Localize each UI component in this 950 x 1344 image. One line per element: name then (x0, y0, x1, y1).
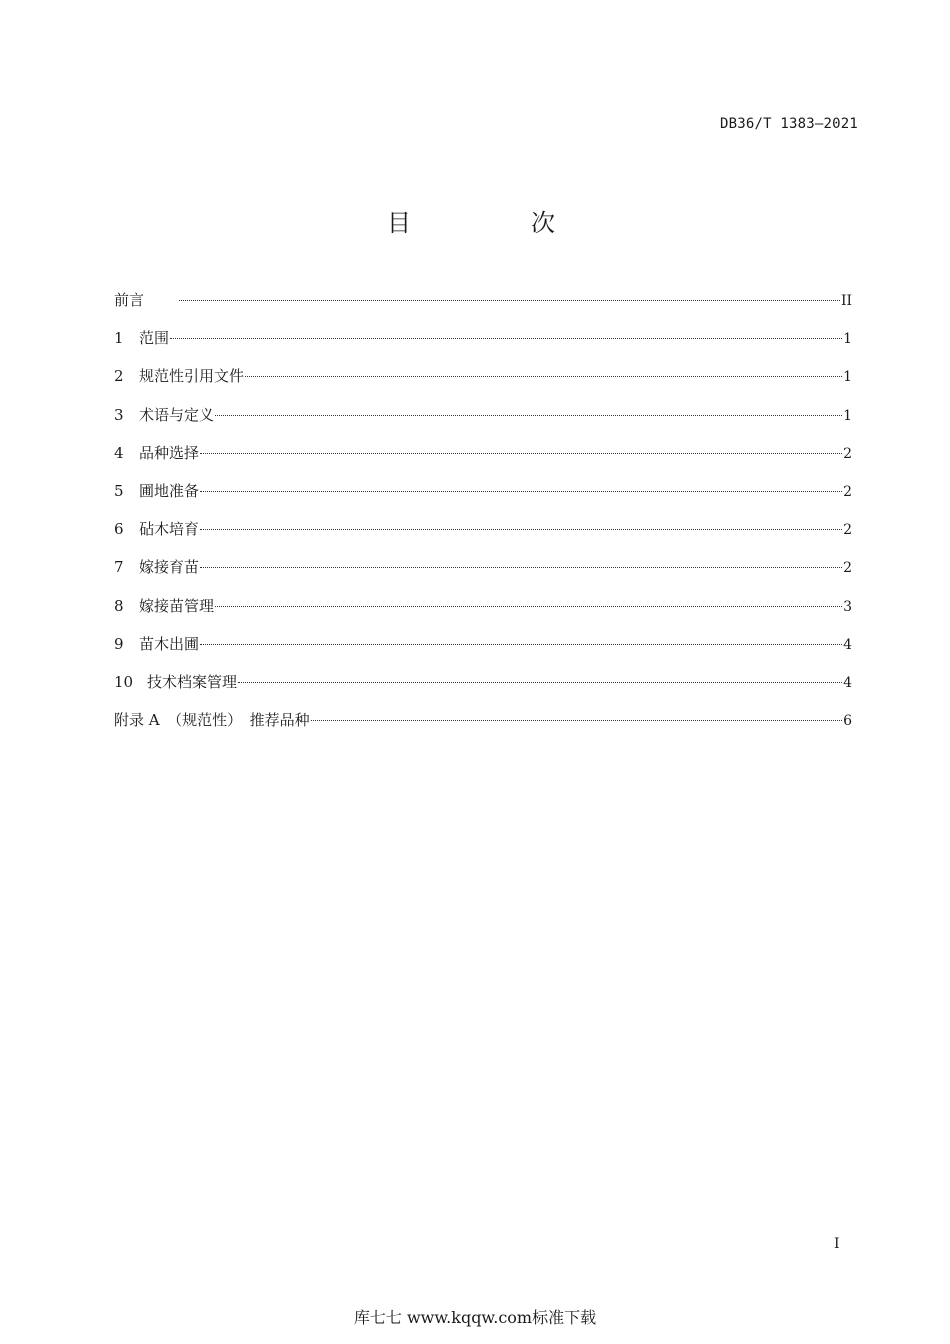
dot-leader (200, 567, 842, 568)
dot-leader (215, 415, 842, 416)
toc-entry-page: 3 (843, 598, 852, 615)
toc-entry-label: 附录 A （规范性） 推荐品种 (114, 711, 310, 730)
toc-entry-page: 4 (843, 674, 852, 691)
toc-entry-label: 技术档案管理 (147, 672, 238, 691)
dot-leader (238, 682, 842, 683)
toc-entry-page: 1 (843, 331, 852, 348)
dot-leader (311, 720, 842, 721)
toc-entry-label: 嫁接苗管理 (139, 596, 215, 615)
dot-leader (200, 453, 842, 454)
toc-entry-terms-definitions[interactable] (114, 405, 852, 443)
toc-entry-label: 苗木出圃 (139, 634, 200, 653)
toc-entry-number: 3 (114, 405, 124, 424)
toc-entry-number: 7 (114, 558, 124, 577)
toc-entry-nursery-preparation[interactable] (114, 481, 852, 519)
toc-entry-label: 圃地准备 (139, 481, 200, 500)
toc-entry-label: 品种选择 (139, 443, 200, 462)
toc-entry-normative-references[interactable] (114, 366, 852, 404)
toc-entry-page: 2 (843, 560, 852, 577)
toc-entry-page: 1 (843, 407, 852, 424)
toc-entry-preface[interactable] (114, 290, 852, 328)
toc-entry-page: 2 (843, 483, 852, 500)
toc-entry-page: 1 (843, 369, 852, 386)
dot-leader (170, 338, 842, 339)
dot-leader (200, 529, 842, 530)
toc-entry-grafting-seedlings[interactable] (114, 557, 852, 595)
toc-entry-label: 术语与定义 (139, 405, 215, 424)
footer-watermark: 库七七 www.kqqw.com标准下载 (353, 1308, 597, 1327)
toc-entry-number: 1 (114, 329, 124, 348)
toc-entry-variety-selection[interactable] (114, 443, 852, 481)
toc-entry-page: II (840, 293, 852, 309)
toc-entry-rootstock-cultivation[interactable] (114, 519, 852, 557)
page-number: I (834, 1236, 840, 1252)
page-title: 目 次 (387, 209, 603, 237)
dot-leader (179, 300, 840, 301)
toc-entry-page: 6 (843, 713, 852, 730)
toc-entry-number: 5 (114, 481, 124, 500)
toc-entry-grafted-seedling-management[interactable] (114, 596, 852, 634)
toc-entry-number: 2 (114, 367, 124, 386)
toc-entry-number: 10 (114, 672, 134, 691)
dot-leader (200, 491, 842, 492)
toc-entry-seedling-lifting[interactable] (114, 634, 852, 672)
toc-entry-label: 范围 (139, 329, 170, 348)
toc-entry-page: 4 (843, 636, 852, 653)
toc-entry-number: 6 (114, 520, 124, 539)
toc-entry-label: 规范性引用文件 (139, 367, 245, 386)
dot-leader (245, 376, 842, 377)
toc-entry-page: 2 (843, 445, 852, 462)
toc-entry-number: 4 (114, 443, 124, 462)
toc-entry-label: 前言 (114, 291, 145, 309)
toc-entry-label: 砧木培育 (139, 520, 200, 539)
toc-entry-number: 8 (114, 596, 124, 615)
toc-entry-scope[interactable] (114, 328, 852, 366)
dot-leader (215, 606, 842, 607)
toc-entry-technical-records[interactable] (114, 672, 852, 710)
toc-entry-number: 9 (114, 634, 124, 653)
toc-entry-page: 2 (843, 522, 852, 539)
toc-entry-label: 嫁接育苗 (139, 558, 200, 577)
dot-leader (200, 644, 842, 645)
toc-entry-appendix-a[interactable] (114, 710, 852, 748)
table-of-contents (114, 290, 852, 748)
standard-code: DB36/T 1383—2021 (719, 116, 858, 132)
